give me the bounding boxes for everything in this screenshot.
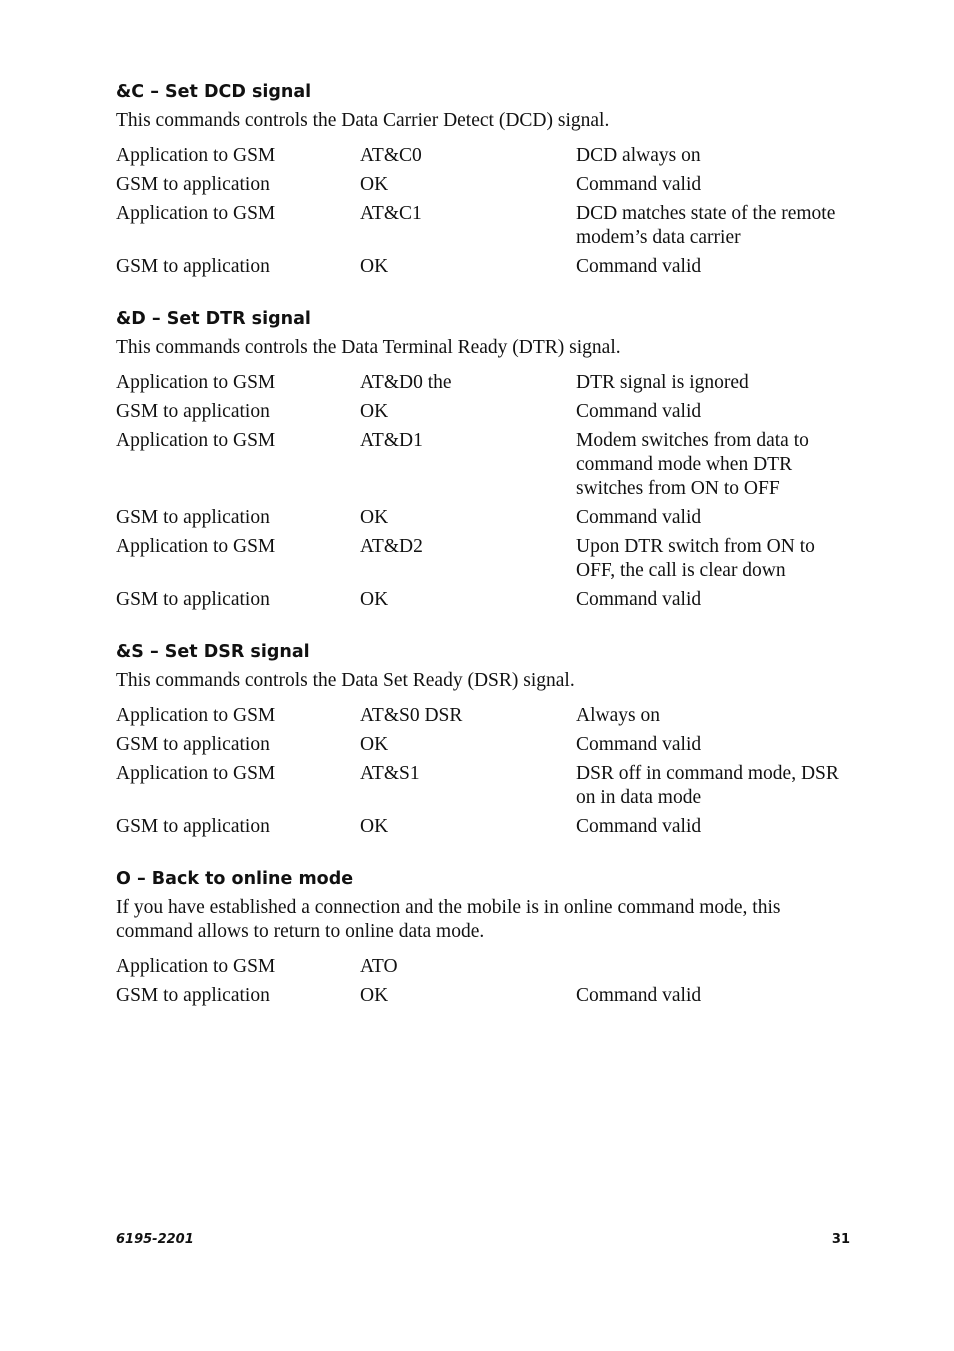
cell-response: Command valid <box>576 174 702 195</box>
cell-response: Always on <box>576 705 660 726</box>
section-heading: O – Back to online mode <box>116 869 354 889</box>
cell-response: DCD matches state of the remote modem’s data carrier <box>576 203 836 248</box>
cell-command: OK <box>360 985 389 1006</box>
cell-command: AT&D0 the <box>360 372 452 393</box>
cell-direction: GSM to application <box>116 256 270 277</box>
cell-response: DCD always on <box>576 145 701 166</box>
command-row <box>116 400 850 424</box>
cell-command: OK <box>360 174 389 195</box>
cell-direction: GSM to application <box>116 734 270 755</box>
cell-direction: GSM to application <box>116 174 270 195</box>
command-row <box>116 535 850 583</box>
section-heading: &C – Set DCD signal <box>116 82 312 102</box>
cell-direction: Application to GSM <box>116 372 276 393</box>
cell-command: OK <box>360 734 389 755</box>
cell-command: AT&S1 <box>360 763 420 784</box>
cell-response <box>576 955 850 979</box>
cell-command: AT&S0 DSR <box>360 705 463 726</box>
cell-command: OK <box>360 589 389 610</box>
cell-command: OK <box>360 507 389 528</box>
cell-response: DTR signal is ignored <box>576 372 749 393</box>
document-body <box>116 78 850 1034</box>
command-row <box>116 202 850 250</box>
cell-response: Modem switches from data to command mode when DTR switches from ON to OFF <box>576 430 809 499</box>
command-row <box>116 144 850 168</box>
section-heading: &S – Set DSR signal <box>116 642 310 662</box>
cell-response: Command valid <box>576 256 702 277</box>
cell-direction: Application to GSM <box>116 203 276 224</box>
section-description: This commands controls the Data Set Ready (DSR) signal. <box>116 670 575 691</box>
cell-command: AT&C1 <box>360 203 422 224</box>
cell-direction: GSM to application <box>116 401 270 422</box>
cell-direction: Application to GSM <box>116 536 276 557</box>
cell-response: Command valid <box>576 507 702 528</box>
cell-response: Upon DTR switch from ON to OFF, the call is clear down <box>576 536 815 581</box>
command-row <box>116 173 850 197</box>
cell-direction: GSM to application <box>116 589 270 610</box>
cell-command: ATO <box>360 956 398 977</box>
command-row <box>116 762 850 810</box>
doc-number: 6195-2201 <box>116 1232 194 1247</box>
section <box>116 638 850 839</box>
command-row <box>116 955 850 979</box>
cell-command: OK <box>360 256 389 277</box>
cell-command: AT&C0 <box>360 145 422 166</box>
cell-response: Command valid <box>576 985 702 1006</box>
command-row <box>116 588 850 612</box>
cell-direction: Application to GSM <box>116 956 276 977</box>
cell-command: AT&D1 <box>360 430 423 451</box>
cell-direction: Application to GSM <box>116 145 276 166</box>
section-heading: &D – Set DTR signal <box>116 309 311 329</box>
command-row <box>116 255 850 279</box>
cell-response: Command valid <box>576 401 702 422</box>
section-description: This commands controls the Data Terminal Ready (DTR) signal. <box>116 337 621 358</box>
section <box>116 865 850 1008</box>
command-row <box>116 704 850 728</box>
section-description: This commands controls the Data Carrier Detect (DCD) signal. <box>116 110 610 131</box>
cell-response: Command valid <box>576 816 702 837</box>
section-description: If you have established a connection and the mobile is in online command mode, this command allows to return to online data mode. <box>116 897 781 942</box>
cell-direction: Application to GSM <box>116 705 276 726</box>
section <box>116 305 850 612</box>
cell-direction: Application to GSM <box>116 430 276 451</box>
command-row <box>116 733 850 757</box>
command-row <box>116 371 850 395</box>
page-footer <box>116 1232 850 1247</box>
cell-response: DSR off in command mode, DSR on in data mode <box>576 763 839 808</box>
cell-command: AT&D2 <box>360 536 423 557</box>
cell-command: OK <box>360 816 389 837</box>
cell-direction: GSM to application <box>116 507 270 528</box>
cell-response: Command valid <box>576 734 702 755</box>
command-row <box>116 815 850 839</box>
section <box>116 78 850 279</box>
command-row <box>116 984 850 1008</box>
cell-direction: GSM to application <box>116 985 270 1006</box>
page-number: 31 <box>831 1232 850 1247</box>
cell-response: Command valid <box>576 589 702 610</box>
cell-command: OK <box>360 401 389 422</box>
command-row <box>116 429 850 501</box>
command-row <box>116 506 850 530</box>
cell-direction: Application to GSM <box>116 763 276 784</box>
cell-direction: GSM to application <box>116 816 270 837</box>
